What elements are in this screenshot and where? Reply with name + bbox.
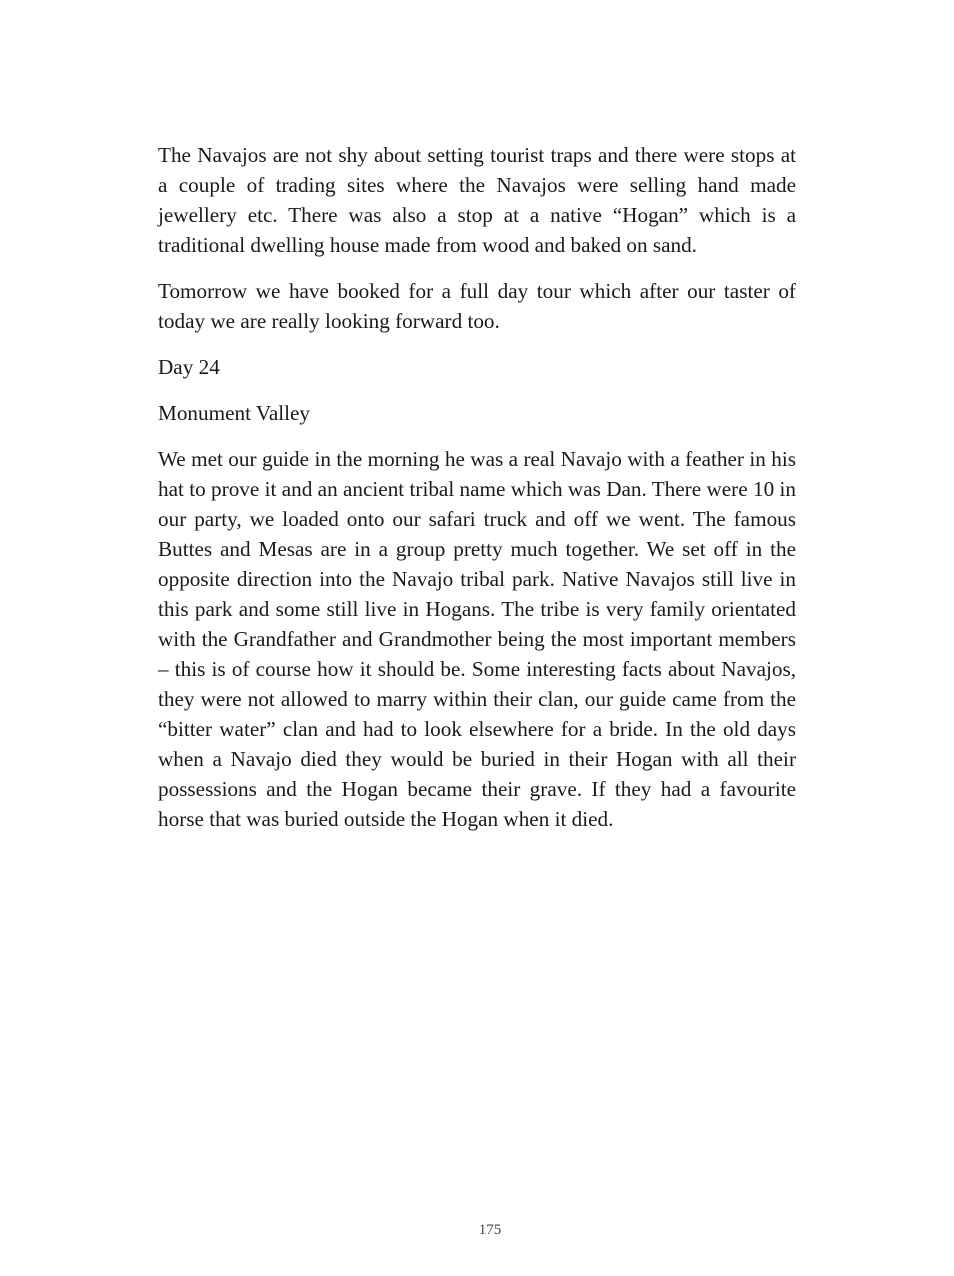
paragraph-tomorrow-tour: Tomorrow we have booked for a full day tour which after our taster of today we are really looking forward too. bbox=[158, 279, 796, 333]
location-heading: Monument Valley bbox=[158, 401, 311, 425]
day-heading: Day 24 bbox=[158, 355, 220, 379]
page-body bbox=[158, 140, 796, 850]
paragraph-trading-sites: The Navajos are not shy about setting tourist traps and there were stops at a couple of trading sites where the Navajos were selling hand made jewellery etc. There was also a stop at a native “Hogan” which is a traditional dwelling house made from wood and baked on sand. bbox=[158, 143, 796, 257]
paragraph-guide-story: We met our guide in the morning he was a real Navajo with a feather in his hat to prove it and an ancient tribal name which was Dan. There were 10 in our party, we loaded onto our safari truck and off we went. The famous Buttes and Mesas are in a group pretty much together. We set off in the opposite direction into the Navajo tribal park. Native Navajos still live in this park and some still live in Hogans. The tribe is very family orientated with the Grandfather and Grandmother being the most important members – this is of course how it should be. Some interesting facts about Navajos, they were not allowed to marry within their clan, our guide came from the “bitter water” clan and had to look elsewhere for a bride. In the old days when a Navajo died they would be buried in their Hogan with all their possessions and the Hogan became their grave. If they had a favourite horse that was buried outside the Hogan when it died. bbox=[158, 447, 796, 831]
page-number: 175 bbox=[478, 1222, 502, 1238]
